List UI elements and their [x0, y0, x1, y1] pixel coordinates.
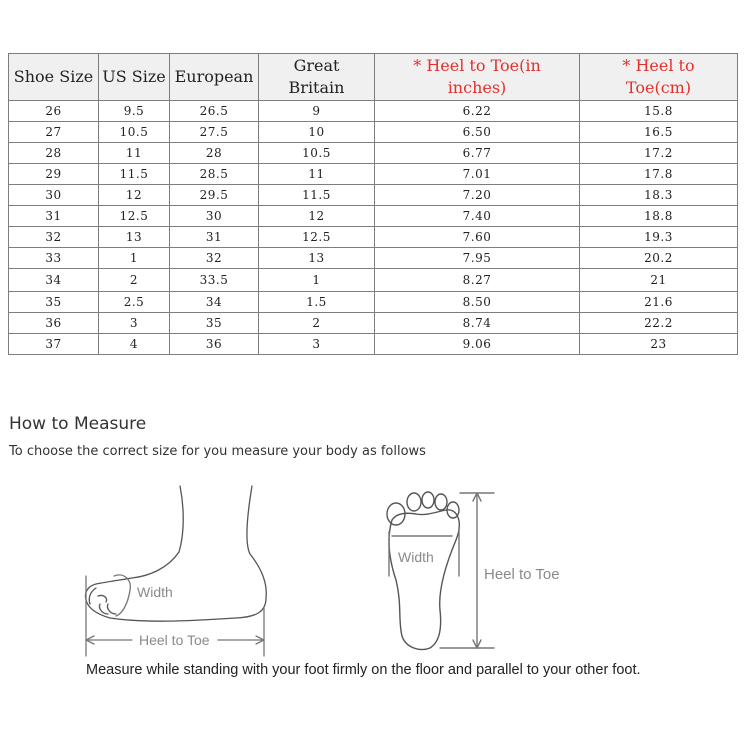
table-cell-heel-to-toe-inches: 8.74 — [375, 313, 580, 334]
toe-2 — [407, 493, 421, 511]
table-cell-great-britain: 1 — [259, 269, 375, 292]
table-cell-us-size: 2 — [99, 269, 170, 292]
table-cell-european: 31 — [170, 227, 259, 248]
table-row — [9, 185, 738, 206]
table-cell-great-britain: 2 — [259, 313, 375, 334]
table-cell-european: 29.5 — [170, 185, 259, 206]
table-cell-heel-to-toe-cm: 18.8 — [580, 206, 738, 227]
table-cell-heel-to-toe-inches: 7.40 — [375, 206, 580, 227]
table-cell-european: 30 — [170, 206, 259, 227]
header-great-britain — [259, 54, 375, 101]
table-cell-us-size: 4 — [99, 334, 170, 355]
table-row — [9, 122, 738, 143]
table-cell-us-size: 2.5 — [99, 292, 170, 313]
table-cell-heel-to-toe-inches: 7.95 — [375, 248, 580, 269]
table-cell-shoe-size: 29 — [9, 164, 99, 185]
top-foot-outline — [389, 510, 459, 650]
size-chart-table — [8, 53, 738, 355]
header-line: Shoe Size — [13, 67, 94, 86]
table-cell-heel-to-toe-cm: 18.3 — [580, 185, 738, 206]
table-cell-heel-to-toe-cm: 17.8 — [580, 164, 738, 185]
table-cell-heel-to-toe-inches: 8.27 — [375, 269, 580, 292]
table-row — [9, 313, 738, 334]
header-us-size — [99, 54, 170, 101]
table-cell-heel-to-toe-inches: 8.50 — [375, 292, 580, 313]
table-cell-european: 28.5 — [170, 164, 259, 185]
table-cell-shoe-size: 27 — [9, 122, 99, 143]
toe-3 — [422, 492, 434, 508]
header-shoe-size — [9, 54, 99, 101]
table-row — [9, 206, 738, 227]
table-cell-heel-to-toe-cm: 15.8 — [580, 101, 738, 122]
table-cell-european: 28 — [170, 143, 259, 164]
foot-measure-diagram — [0, 480, 750, 660]
table-row — [9, 101, 738, 122]
table-cell-shoe-size: 28 — [9, 143, 99, 164]
table-body — [9, 101, 738, 355]
top-length-label: Heel to Toe — [484, 566, 560, 583]
table-cell-heel-to-toe-inches: 6.22 — [375, 101, 580, 122]
side-foot-illustration — [85, 486, 266, 656]
table-header-row — [9, 54, 738, 101]
table-cell-heel-to-toe-cm: 16.5 — [580, 122, 738, 143]
table-cell-european: 34 — [170, 292, 259, 313]
table-cell-shoe-size: 33 — [9, 248, 99, 269]
top-width-label: Width — [398, 549, 434, 565]
header-line: Great — [293, 56, 340, 75]
table-cell-great-britain: 10 — [259, 122, 375, 143]
table-cell-great-britain: 13 — [259, 248, 375, 269]
table-cell-us-size: 1 — [99, 248, 170, 269]
table-cell-us-size: 13 — [99, 227, 170, 248]
table-cell-european: 33.5 — [170, 269, 259, 292]
header-line: Britain — [288, 78, 345, 97]
table-cell-heel-to-toe-cm: 17.2 — [580, 143, 738, 164]
table-cell-shoe-size: 37 — [9, 334, 99, 355]
table-row — [9, 248, 738, 269]
top-foot-illustration — [387, 492, 494, 650]
table-cell-heel-to-toe-inches: 7.60 — [375, 227, 580, 248]
table-cell-us-size: 11 — [99, 143, 170, 164]
table-row — [9, 292, 738, 313]
table-cell-european: 36 — [170, 334, 259, 355]
table-cell-us-size: 3 — [99, 313, 170, 334]
table-cell-great-britain: 11.5 — [259, 185, 375, 206]
table-cell-heel-to-toe-cm: 23 — [580, 334, 738, 355]
table-cell-shoe-size: 26 — [9, 101, 99, 122]
table-cell-shoe-size: 31 — [9, 206, 99, 227]
table-cell-great-britain: 9 — [259, 101, 375, 122]
table-cell-great-britain: 1.5 — [259, 292, 375, 313]
table-row — [9, 269, 738, 292]
table-cell-heel-to-toe-inches: 7.01 — [375, 164, 580, 185]
table-cell-heel-to-toe-cm: 22.2 — [580, 313, 738, 334]
side-length-label: Heel to Toe — [139, 632, 210, 648]
header-line: * Heel to Toe(in — [413, 56, 541, 75]
measure-caption: Measure while standing with your foot firmly on the floor and parallel to your other foot. — [86, 662, 641, 678]
table-cell-european: 35 — [170, 313, 259, 334]
table-row — [9, 164, 738, 185]
table-cell-great-britain: 12.5 — [259, 227, 375, 248]
side-width-label: Width — [137, 584, 173, 600]
table-cell-heel-to-toe-cm: 19.3 — [580, 227, 738, 248]
table-cell-heel-to-toe-inches: 9.06 — [375, 334, 580, 355]
table-cell-great-britain: 10.5 — [259, 143, 375, 164]
header-line: inches) — [447, 78, 507, 97]
table-cell-heel-to-toe-cm: 20.2 — [580, 248, 738, 269]
header-line: Toe(cm) — [625, 78, 692, 97]
table-cell-shoe-size: 34 — [9, 269, 99, 292]
header-line: European — [174, 67, 254, 86]
table-cell-shoe-size: 30 — [9, 185, 99, 206]
table-cell-us-size: 11.5 — [99, 164, 170, 185]
table-cell-us-size: 9.5 — [99, 101, 170, 122]
table-cell-us-size: 12 — [99, 185, 170, 206]
table-row — [9, 334, 738, 355]
table-cell-heel-to-toe-cm: 21 — [580, 269, 738, 292]
toe-4 — [435, 494, 447, 510]
table-row — [9, 143, 738, 164]
table-row — [9, 227, 738, 248]
header-heel-to-toe-cm — [580, 54, 738, 101]
table-cell-heel-to-toe-inches: 6.77 — [375, 143, 580, 164]
side-foot-outline — [85, 486, 266, 621]
table-cell-us-size: 10.5 — [99, 122, 170, 143]
table-cell-shoe-size: 35 — [9, 292, 99, 313]
header-line: US Size — [102, 67, 166, 86]
table-cell-european: 26.5 — [170, 101, 259, 122]
table-cell-great-britain: 12 — [259, 206, 375, 227]
header-line: * Heel to — [622, 56, 695, 75]
table-cell-heel-to-toe-cm: 21.6 — [580, 292, 738, 313]
table-cell-heel-to-toe-inches: 7.20 — [375, 185, 580, 206]
measure-title: How to Measure — [9, 414, 147, 434]
table-cell-great-britain: 3 — [259, 334, 375, 355]
table-cell-european: 32 — [170, 248, 259, 269]
header-european — [170, 54, 259, 101]
table-cell-shoe-size: 32 — [9, 227, 99, 248]
table-cell-shoe-size: 36 — [9, 313, 99, 334]
header-heel-to-toe-inches — [375, 54, 580, 101]
table-cell-great-britain: 11 — [259, 164, 375, 185]
table-cell-european: 27.5 — [170, 122, 259, 143]
table-cell-us-size: 12.5 — [99, 206, 170, 227]
measure-subtitle: To choose the correct size for you measure your body as follows — [9, 444, 426, 459]
table-cell-heel-to-toe-inches: 6.50 — [375, 122, 580, 143]
